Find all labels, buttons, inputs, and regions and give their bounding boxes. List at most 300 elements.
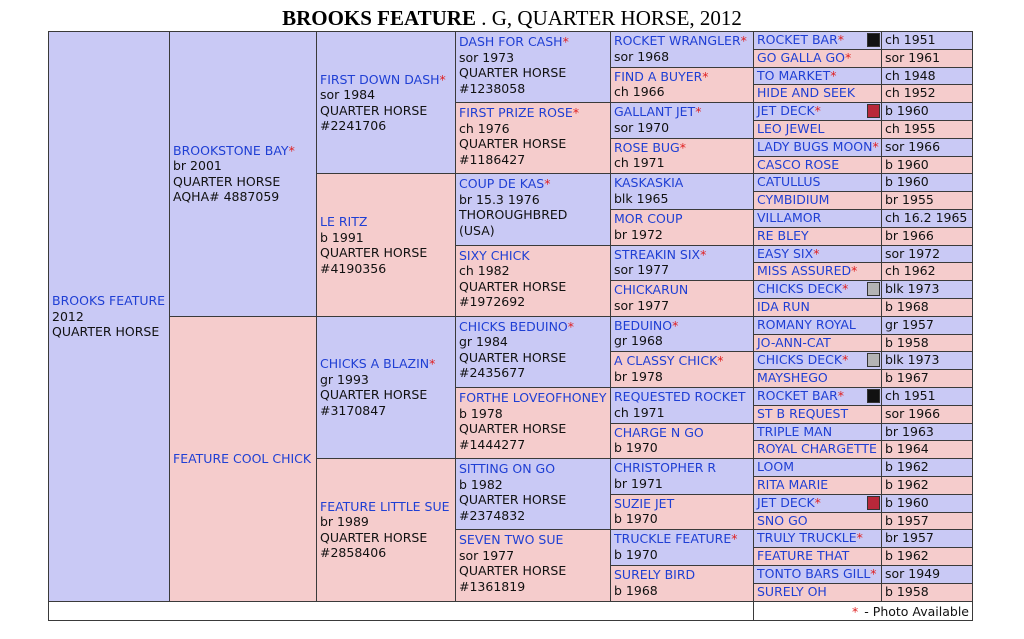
horse-name[interactable]: RITA MARIE xyxy=(757,477,829,492)
color-swatch xyxy=(867,282,880,296)
horse-name[interactable]: BROOKSTONE BAY xyxy=(173,142,289,158)
horse-name[interactable]: LOOM xyxy=(757,459,794,475)
gen4-ancestor-cell xyxy=(610,529,754,566)
photo-legend-text: - Photo Available xyxy=(864,603,969,619)
gen3-ancestor-cell xyxy=(455,458,611,530)
ancestor-breed: QUARTER HORSE xyxy=(173,173,281,189)
gen5-ancestor-name-cell xyxy=(753,209,882,228)
photo-available-marker: * xyxy=(429,356,436,372)
gen5-ancestor-info-cell xyxy=(881,120,973,139)
gen5-ancestor-name-cell xyxy=(753,423,882,442)
gen2-ancestor-cell xyxy=(316,31,456,174)
gen5-ancestor-name-cell xyxy=(753,173,882,192)
photo-available-marker: * xyxy=(700,246,707,262)
color-swatch xyxy=(867,389,880,403)
horse-name-link[interactable] xyxy=(757,459,878,476)
ancestor-color-year: blk 1965 xyxy=(614,190,669,206)
horse-name[interactable]: SURELY OH xyxy=(757,583,827,599)
gen1-ancestor-cell xyxy=(169,316,317,602)
color-swatch xyxy=(867,496,880,510)
horse-name[interactable]: FIRST PRIZE ROSE xyxy=(459,105,573,121)
horse-name[interactable]: JET DECK xyxy=(757,494,815,510)
horse-name[interactable]: SURELY BIRD xyxy=(614,567,696,582)
ancestor-color-year: sor 1973 xyxy=(459,49,515,65)
horse-name-link[interactable] xyxy=(614,33,750,49)
horse-name-link[interactable] xyxy=(757,157,878,174)
horse-name[interactable]: LADY BUGS MOON xyxy=(757,138,873,154)
gen5-ancestor-info-cell xyxy=(881,102,973,121)
horse-name-link[interactable] xyxy=(757,335,878,352)
horse-name[interactable]: RE BLEY xyxy=(757,227,809,243)
ancestor-registration: #2241706 xyxy=(320,118,387,134)
ancestor-color-year: ch 1962 xyxy=(885,263,936,279)
horse-name[interactable]: CHICKS DECK xyxy=(757,281,843,297)
gen3-ancestor-cell xyxy=(455,529,611,601)
horse-name[interactable]: FIND A BUYER xyxy=(614,68,703,84)
horse-name[interactable]: GO GALLA GO xyxy=(757,49,846,65)
photo-available-marker: * xyxy=(731,531,738,547)
horse-name-link[interactable] xyxy=(757,317,878,334)
ancestor-breed: QUARTER HORSE xyxy=(459,65,567,80)
horse-name[interactable]: ROCKET BAR xyxy=(757,32,838,47)
subject-horse-name[interactable]: BROOKS FEATURE xyxy=(52,293,166,309)
horse-name-link[interactable] xyxy=(757,548,878,565)
horse-name[interactable]: JET DECK xyxy=(757,103,815,119)
ancestor-color-year: ch 1971 xyxy=(614,155,665,171)
photo-legend xyxy=(753,601,973,621)
gen5-ancestor-info-cell xyxy=(881,440,973,459)
horse-name[interactable]: CHICKS A BLAZIN xyxy=(320,356,430,372)
ancestor-color-year: ch 1951 xyxy=(885,32,936,47)
gen3-ancestor-cell xyxy=(455,245,611,317)
gen5-ancestor-name-cell xyxy=(753,31,882,50)
ancestor-registration: #1238058 xyxy=(459,80,526,96)
horse-name[interactable]: SIXY CHICK xyxy=(459,247,530,263)
gen4-ancestor-cell xyxy=(610,565,754,602)
ancestor-breed: QUARTER HORSE xyxy=(320,387,428,403)
horse-name[interactable]: TRUCKLE FEATURE xyxy=(614,531,732,547)
horse-name-link[interactable] xyxy=(614,175,750,191)
horse-name[interactable]: GALLANT JET xyxy=(614,104,696,120)
ancestor-color-year: sor 1970 xyxy=(614,119,670,135)
gen5-ancestor-info-cell xyxy=(881,494,973,513)
color-swatch xyxy=(867,353,880,367)
ancestor-color-year: b 1962 xyxy=(885,459,929,475)
gen5-ancestor-name-cell xyxy=(753,440,882,459)
gen5-ancestor-name-cell xyxy=(753,262,882,281)
horse-name-link[interactable] xyxy=(757,477,878,494)
horse-name[interactable]: A CLASSY CHICK xyxy=(614,353,718,369)
horse-name-link[interactable] xyxy=(757,566,878,583)
ancestor-color-year: br 1972 xyxy=(614,226,663,242)
horse-name-link[interactable] xyxy=(614,318,750,334)
horse-name-link[interactable] xyxy=(459,390,607,406)
ancestor-color-year: b 1970 xyxy=(614,440,658,456)
horse-name[interactable]: CYMBIDIUM xyxy=(757,192,830,208)
ancestor-registration: #2858406 xyxy=(320,545,387,561)
gen5-ancestor-name-cell xyxy=(753,84,882,103)
ancestor-color-year: b 1960 xyxy=(885,494,929,510)
horse-name-link[interactable] xyxy=(757,495,878,512)
ancestor-registration: #3170847 xyxy=(320,402,387,418)
horse-name-link[interactable] xyxy=(757,121,878,138)
gen5-ancestor-info-cell xyxy=(881,565,973,584)
ancestor-registration: #1186427 xyxy=(459,151,526,167)
photo-available-marker: * xyxy=(814,494,821,510)
horse-name-link[interactable] xyxy=(757,388,878,405)
gen4-ancestor-cell xyxy=(610,316,754,353)
horse-name[interactable]: MISS ASSURED xyxy=(757,263,852,279)
horse-name[interactable]: MOR COUP xyxy=(614,211,683,226)
photo-available-marker: * xyxy=(814,103,821,119)
photo-available-marker: * xyxy=(837,388,845,403)
photo-available-marker: * xyxy=(567,318,575,334)
gen3-ancestor-cell xyxy=(455,387,611,459)
gen5-ancestor-info-cell xyxy=(881,298,973,317)
photo-available-marker: * xyxy=(851,263,858,279)
horse-name-link[interactable] xyxy=(757,68,878,85)
horse-name[interactable]: CATULLUS xyxy=(757,174,821,190)
horse-name[interactable]: FIRST DOWN DASH xyxy=(320,71,440,87)
ancestor-color-year: gr 1993 xyxy=(320,371,369,387)
horse-name-link[interactable] xyxy=(173,451,313,467)
ancestor-color-year: ch 1966 xyxy=(614,84,665,100)
horse-name[interactable]: FORTHE LOVEOFHONEY xyxy=(459,390,607,405)
ancestor-color-year: b 1957 xyxy=(885,512,929,528)
gen5-ancestor-name-cell xyxy=(753,67,882,86)
horse-name[interactable]: DASH FOR CASH xyxy=(459,34,563,49)
ancestor-color-year: b 1958 xyxy=(885,583,929,599)
gen5-ancestor-info-cell xyxy=(881,191,973,210)
horse-name[interactable]: FEATURE THAT xyxy=(757,548,850,564)
horse-name-link[interactable] xyxy=(614,353,750,369)
ancestor-breed: QUARTER HORSE xyxy=(459,421,567,436)
gen5-ancestor-info-cell xyxy=(881,547,973,566)
horse-name[interactable]: TONTO BARS GILL xyxy=(757,566,871,581)
ancestor-color-year: sor 1977 xyxy=(459,547,515,563)
horse-name[interactable]: REQUESTED ROCKET xyxy=(614,389,746,404)
horse-name-link[interactable] xyxy=(757,85,878,102)
ancestor-color-year: ch 16.2 1965 xyxy=(885,210,968,225)
horse-name-link[interactable] xyxy=(614,140,750,156)
horse-name[interactable]: ROCKET BAR xyxy=(757,388,838,403)
gen5-ancestor-name-cell xyxy=(753,334,882,353)
gen3-ancestor-cell xyxy=(455,316,611,388)
gen5-ancestor-name-cell xyxy=(753,245,882,264)
gen3-ancestor-cell xyxy=(455,173,611,245)
horse-name[interactable]: CHRISTOPHER R xyxy=(614,460,717,476)
horse-name-link[interactable] xyxy=(614,425,750,441)
ancestor-breed: QUARTER HORSE xyxy=(320,529,428,545)
photo-available-marker: * xyxy=(439,71,446,87)
horse-name[interactable]: SNO GO xyxy=(757,512,808,528)
horse-name-link[interactable] xyxy=(459,34,607,50)
horse-name[interactable]: SEVEN TWO SUE xyxy=(459,532,564,548)
gen5-ancestor-name-cell xyxy=(753,583,882,602)
gen1-ancestor-cell xyxy=(169,31,317,317)
ancestor-color-year: br 15.3 1976 xyxy=(459,191,540,207)
ancestor-color-year: b 1962 xyxy=(885,477,929,492)
ancestor-color-year: b 1970 xyxy=(614,546,658,562)
horse-name[interactable]: ROSE BUG xyxy=(614,139,680,155)
gen2-ancestor-cell xyxy=(316,458,456,601)
horse-name[interactable]: FEATURE COOL CHICK xyxy=(173,450,312,466)
horse-name-link[interactable] xyxy=(320,72,452,88)
horse-name[interactable]: SITTING ON GO xyxy=(459,461,556,477)
horse-name-link[interactable] xyxy=(459,461,607,477)
ancestor-breed: QUARTER HORSE xyxy=(320,102,428,118)
horse-name[interactable]: ROCKET WRANGLER xyxy=(614,33,741,48)
photo-available-marker: * xyxy=(288,142,295,158)
horse-name-link[interactable] xyxy=(757,50,878,67)
ancestor-breed: QUARTER HORSE xyxy=(459,136,567,152)
ancestor-color-year: ch 1951 xyxy=(885,388,936,403)
horse-name-link[interactable] xyxy=(757,530,878,547)
photo-available-marker: * xyxy=(562,34,569,49)
horse-name[interactable]: TRULY TRUCKLE xyxy=(757,530,857,546)
horse-name-link[interactable] xyxy=(757,210,878,227)
photo-available-marker: * xyxy=(695,104,702,120)
subject-horse-cell xyxy=(48,31,170,602)
ancestor-color-year: b 1968 xyxy=(614,582,658,598)
ancestor-breed: QUARTER HORSE xyxy=(459,349,567,365)
horse-name-link[interactable] xyxy=(614,104,750,120)
gen5-ancestor-info-cell xyxy=(881,316,973,335)
gen5-ancestor-info-cell xyxy=(881,334,973,353)
photo-available-marker: * xyxy=(672,317,679,333)
horse-name[interactable]: MAYSHEGO xyxy=(757,370,828,386)
gen4-ancestor-cell xyxy=(610,102,754,139)
gen5-ancestor-name-cell xyxy=(753,547,882,566)
photo-available-marker: * xyxy=(740,33,747,48)
ancestor-color-year: b 1991 xyxy=(320,229,364,245)
photo-available-marker: * xyxy=(813,245,820,261)
gen3-ancestor-cell xyxy=(455,102,611,174)
ancestor-color-year: gr 1984 xyxy=(459,334,508,350)
horse-name-link[interactable] xyxy=(757,32,878,49)
color-swatch xyxy=(867,104,880,118)
gen5-ancestor-info-cell xyxy=(881,156,973,175)
horse-name-link[interactable] xyxy=(614,282,750,298)
ancestor-color-year: sor 1949 xyxy=(885,566,941,581)
horse-name-title: BROOKS FEATURE xyxy=(282,6,476,30)
horse-name-link[interactable] xyxy=(757,513,878,530)
photo-available-marker: * xyxy=(702,68,709,84)
horse-name[interactable]: ROYAL CHARGETTE xyxy=(757,441,877,457)
gen4-ancestor-cell xyxy=(610,458,754,495)
horse-name-link[interactable] xyxy=(614,211,750,227)
horse-name-link[interactable] xyxy=(459,176,607,192)
horse-name-link[interactable] xyxy=(320,214,452,230)
horse-name-link[interactable] xyxy=(614,389,750,405)
horse-name-link[interactable] xyxy=(614,247,750,263)
photo-available-marker: * xyxy=(837,32,845,47)
gen5-ancestor-info-cell xyxy=(881,512,973,531)
gen5-ancestor-info-cell xyxy=(881,458,973,477)
gen5-ancestor-name-cell xyxy=(753,138,882,157)
gen5-ancestor-name-cell xyxy=(753,156,882,175)
horse-name[interactable]: LE RITZ xyxy=(320,214,368,230)
ancestor-color-year: br 1989 xyxy=(320,514,369,530)
ancestor-registration: #1361819 xyxy=(459,578,526,594)
horse-name-link[interactable] xyxy=(757,299,878,316)
horse-name-link[interactable] xyxy=(320,499,452,515)
gen5-ancestor-info-cell xyxy=(881,405,973,424)
gen5-ancestor-info-cell xyxy=(881,31,973,50)
horse-name[interactable]: LEO JEWEL xyxy=(757,121,825,136)
ancestor-color-year: sor 1977 xyxy=(614,262,670,278)
gen5-ancestor-name-cell xyxy=(753,494,882,513)
gen5-ancestor-info-cell xyxy=(881,423,973,442)
ancestor-registration: AQHA# 4887059 xyxy=(173,189,280,205)
photo-legend-star: * xyxy=(852,603,859,619)
photo-available-marker: * xyxy=(544,176,551,192)
horse-name[interactable]: SUZIE JET xyxy=(614,495,675,511)
ancestor-color-year: b 1967 xyxy=(885,370,929,386)
ancestor-color-year: sor 1966 xyxy=(885,405,941,421)
horse-name-link[interactable] xyxy=(614,496,750,512)
horse-name[interactable]: CHICKS DECK xyxy=(757,352,843,368)
horse-name[interactable]: JO-ANN-CAT xyxy=(757,334,831,350)
ancestor-breed: QUARTER HORSE xyxy=(320,245,428,261)
horse-name-link[interactable] xyxy=(757,263,878,280)
horse-name[interactable]: CHICKARUN xyxy=(614,282,689,298)
gen5-ancestor-name-cell xyxy=(753,512,882,531)
ancestor-color-year: ch 1952 xyxy=(885,85,936,101)
horse-name-link[interactable] xyxy=(459,248,607,264)
ancestor-breed: QUARTER HORSE xyxy=(459,492,567,508)
gen4-ancestor-cell xyxy=(610,138,754,175)
horse-name-link[interactable] xyxy=(173,143,313,159)
horse-name-link[interactable] xyxy=(757,424,878,441)
horse-name[interactable]: KASKASKIA xyxy=(614,175,684,191)
horse-name[interactable]: CHARGE N GO xyxy=(614,424,704,440)
ancestor-color-year: blk 1973 xyxy=(885,281,940,297)
horse-name-link[interactable] xyxy=(320,356,452,372)
photo-available-marker: * xyxy=(870,566,877,581)
horse-name[interactable]: BEDUINO xyxy=(614,317,673,333)
gen5-ancestor-info-cell xyxy=(881,583,973,602)
ancestor-color-year: sor 1966 xyxy=(885,138,941,154)
gen5-ancestor-info-cell xyxy=(881,227,973,246)
ancestor-color-year: br 1957 xyxy=(885,530,934,546)
ancestor-breed: THOROUGHBRED xyxy=(459,207,568,223)
gen2-ancestor-cell xyxy=(316,173,456,316)
horse-name[interactable]: ST B REQUEST xyxy=(757,405,849,421)
horse-name[interactable]: TRIPLE MAN xyxy=(757,423,833,439)
horse-name[interactable]: TO MARKET xyxy=(757,67,831,83)
horse-name-link[interactable] xyxy=(757,103,878,120)
gen4-ancestor-cell xyxy=(610,209,754,246)
horse-name-link[interactable] xyxy=(757,139,878,156)
gen5-ancestor-info-cell xyxy=(881,209,973,228)
horse-name-link[interactable] xyxy=(614,567,750,583)
ancestor-color-year: ch 1948 xyxy=(885,67,936,83)
ancestor-registration: (USA) xyxy=(459,222,495,238)
ancestor-color-year: br 1955 xyxy=(885,192,934,208)
horse-name[interactable]: HIDE AND SEEK xyxy=(757,85,856,101)
horse-name[interactable]: EASY SIX xyxy=(757,245,814,261)
ancestor-color-year: b 1978 xyxy=(459,405,503,421)
gen5-ancestor-name-cell xyxy=(753,351,882,370)
ancestor-color-year: gr 1968 xyxy=(614,333,663,349)
gen5-ancestor-info-cell xyxy=(881,262,973,281)
title-details: . G, QUARTER HORSE, 2012 xyxy=(475,6,742,30)
ancestor-color-year: b 1962 xyxy=(885,548,929,564)
horse-name-link[interactable] xyxy=(757,174,878,191)
horse-name[interactable]: CASCO ROSE xyxy=(757,156,840,172)
gen5-ancestor-name-cell xyxy=(753,227,882,246)
subject-breed: QUARTER HORSE xyxy=(52,324,160,340)
photo-available-marker: * xyxy=(842,352,849,368)
horse-name[interactable]: CHICKS BEDUINO xyxy=(459,318,568,334)
horse-name-link[interactable] xyxy=(757,246,878,263)
gen5-ancestor-name-cell xyxy=(753,565,882,584)
gen4-ancestor-cell xyxy=(610,280,754,317)
gen5-ancestor-name-cell xyxy=(753,280,882,299)
horse-name[interactable]: FEATURE LITTLE SUE xyxy=(320,498,450,514)
gen5-ancestor-info-cell xyxy=(881,67,973,86)
horse-name-link[interactable] xyxy=(614,460,750,476)
footer-blank-cell xyxy=(48,601,754,621)
horse-name-link[interactable] xyxy=(757,281,878,298)
horse-name-link[interactable] xyxy=(757,584,878,601)
horse-name-link[interactable] xyxy=(459,105,607,121)
horse-name-link[interactable] xyxy=(757,192,878,209)
gen5-ancestor-name-cell xyxy=(753,102,882,121)
ancestor-color-year: b 1968 xyxy=(885,299,929,314)
horse-name-link[interactable] xyxy=(459,532,607,548)
horse-name-link[interactable] xyxy=(614,531,750,547)
horse-name-link[interactable] xyxy=(459,319,607,335)
ancestor-color-year: ch 1982 xyxy=(459,263,510,279)
gen5-ancestor-info-cell xyxy=(881,49,973,68)
ancestor-color-year: b 1982 xyxy=(459,476,503,492)
gen4-ancestor-cell xyxy=(610,173,754,210)
gen5-ancestor-info-cell xyxy=(881,387,973,406)
photo-available-marker: * xyxy=(872,138,879,154)
ancestor-color-year: ch 1976 xyxy=(459,120,510,136)
horse-name[interactable]: IDA RUN xyxy=(757,299,810,314)
photo-available-marker: * xyxy=(717,353,724,369)
horse-name-link[interactable] xyxy=(757,352,878,369)
horse-name[interactable]: COUP DE KAS xyxy=(459,176,545,192)
photo-available-marker: * xyxy=(679,139,686,155)
gen2-ancestor-cell xyxy=(316,316,456,459)
horse-name-link[interactable] xyxy=(757,370,878,387)
horse-name-link[interactable] xyxy=(614,69,750,85)
ancestor-color-year: sor 1984 xyxy=(320,87,376,103)
gen4-ancestor-cell xyxy=(610,351,754,388)
ancestor-color-year: b 1970 xyxy=(614,511,658,527)
ancestor-color-year: b 1964 xyxy=(885,441,929,457)
gen5-ancestor-name-cell xyxy=(753,298,882,317)
gen5-ancestor-name-cell xyxy=(753,529,882,548)
ancestor-color-year: sor 1961 xyxy=(885,49,941,65)
horse-name[interactable]: VILLAMOR xyxy=(757,210,822,225)
horse-name-link[interactable] xyxy=(757,406,878,423)
horse-name[interactable]: STREAKIN SIX xyxy=(614,246,701,262)
horse-name-link[interactable] xyxy=(757,228,878,245)
ancestor-color-year: br 1963 xyxy=(885,423,934,439)
subject-year: 2012 xyxy=(52,308,84,324)
gen5-ancestor-info-cell xyxy=(881,245,973,264)
gen4-ancestor-cell xyxy=(610,423,754,460)
color-swatch xyxy=(867,33,880,47)
gen5-ancestor-name-cell xyxy=(753,191,882,210)
horse-name-link[interactable] xyxy=(757,441,878,458)
horse-name[interactable]: ROMANY ROYAL xyxy=(757,316,856,332)
